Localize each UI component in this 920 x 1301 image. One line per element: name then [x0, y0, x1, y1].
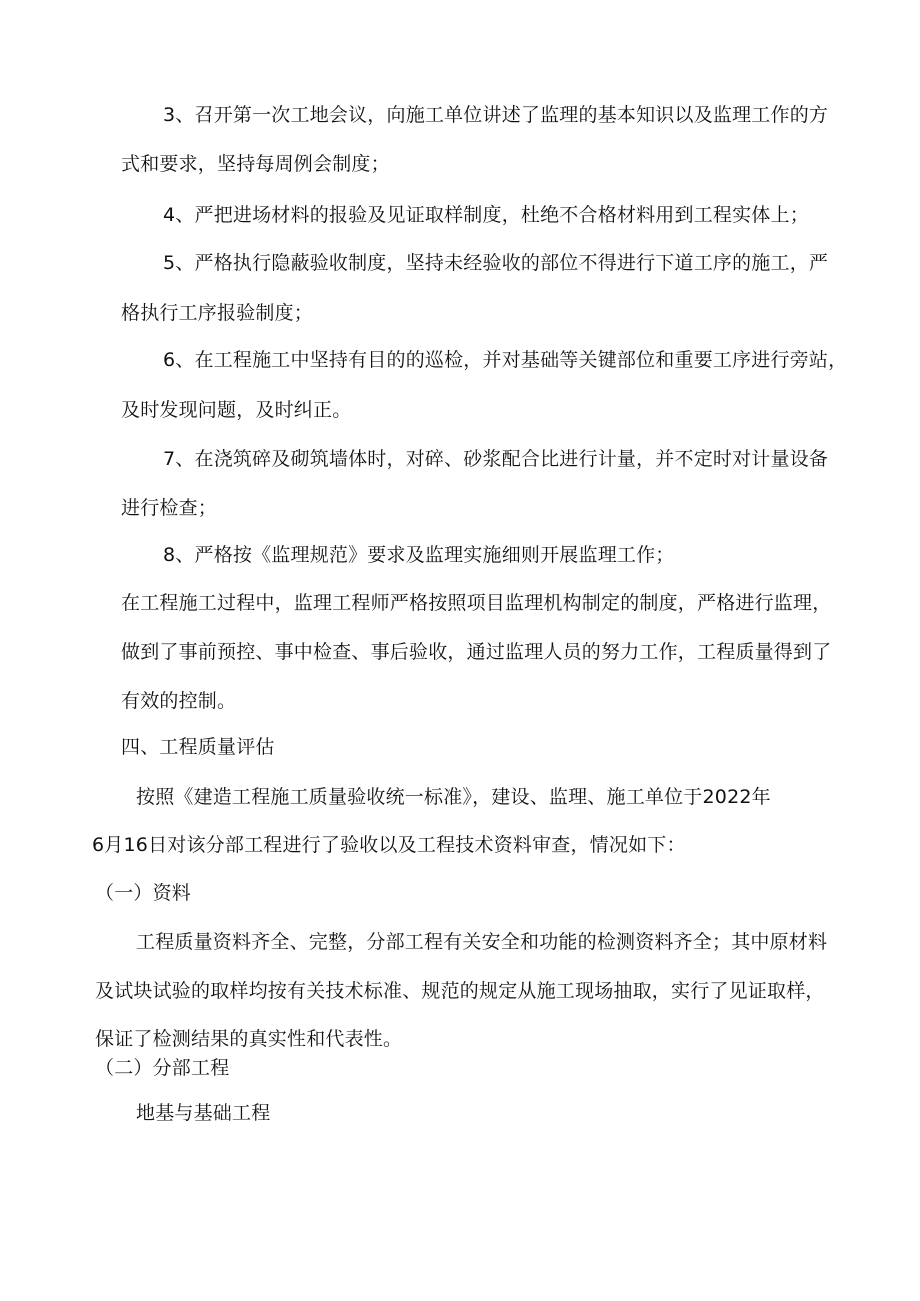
evaluation-line-1: 按照《建造工程施工质量验收统一标准》，建设、监理、施工单位于2022年 — [136, 786, 771, 808]
evaluation-line-2: 6月16日对该分部工程进行了验收以及工程技术资料审查，情况如下： — [92, 834, 686, 856]
subsection-1-line-3: 保证了检测结果的真实性和代表性。 — [95, 1028, 403, 1050]
summary-line-2: 做到了事前预控、事中检查、事后验收，通过监理人员的努力工作，工程质量得到了 — [121, 641, 832, 663]
summary-line-1: 在工程施工过程中，监理工程师严格按照项目监理机构制定的制度，严格进行监理， — [121, 592, 832, 614]
item-8-line-1: 8、严格按《监理规范》要求及监理实施细则开展监理工作； — [163, 544, 675, 566]
item-4-line-1: 4、严把进场材料的报验及见证取样制度，杜绝不合格材料用到工程实体上； — [163, 204, 809, 226]
item-5-line-1: 5、严格执行隐蔽验收制度，坚持未经验收的部位不得进行下道工序的施工，严 — [163, 252, 829, 274]
item-7-line-1: 7、在浇筑碎及砌筑墙体时，对碎、砂浆配合比进行计量，并不定时对计量设备 — [163, 448, 829, 470]
item-5-line-2: 格执行工序报验制度； — [121, 302, 314, 324]
subsection-2-item: 地基与基础工程 — [136, 1102, 271, 1124]
subsection-1-line-1: 工程质量资料齐全、完整，分部工程有关安全和功能的检测资料齐全；其中原材料 — [136, 931, 828, 953]
item-6-line-2: 及时发现问题，及时纠正。 — [121, 399, 352, 421]
item-3-line-2: 式和要求，坚持每周例会制度； — [121, 153, 390, 175]
subsection-2-heading: （二）分部工程 — [95, 1057, 230, 1079]
section-4-heading: 四、工程质量评估 — [121, 736, 275, 758]
subsection-1-line-2: 及试块试验的取样均按有关技术标准、规范的规定从施工现场抽取，实行了见证取样， — [95, 980, 825, 1002]
item-3-line-1: 3、召开第一次工地会议，向施工单位讲述了监理的基本知识以及监理工作的方 — [163, 104, 829, 126]
item-6-line-1: 6、在工程施工中坚持有目的的巡检，并对基础等关键部位和重要工序进行旁站， — [163, 349, 848, 371]
subsection-1-heading: （一）资料 — [95, 882, 192, 904]
item-7-line-2: 进行检查； — [121, 497, 218, 519]
summary-line-3: 有效的控制。 — [121, 690, 237, 712]
